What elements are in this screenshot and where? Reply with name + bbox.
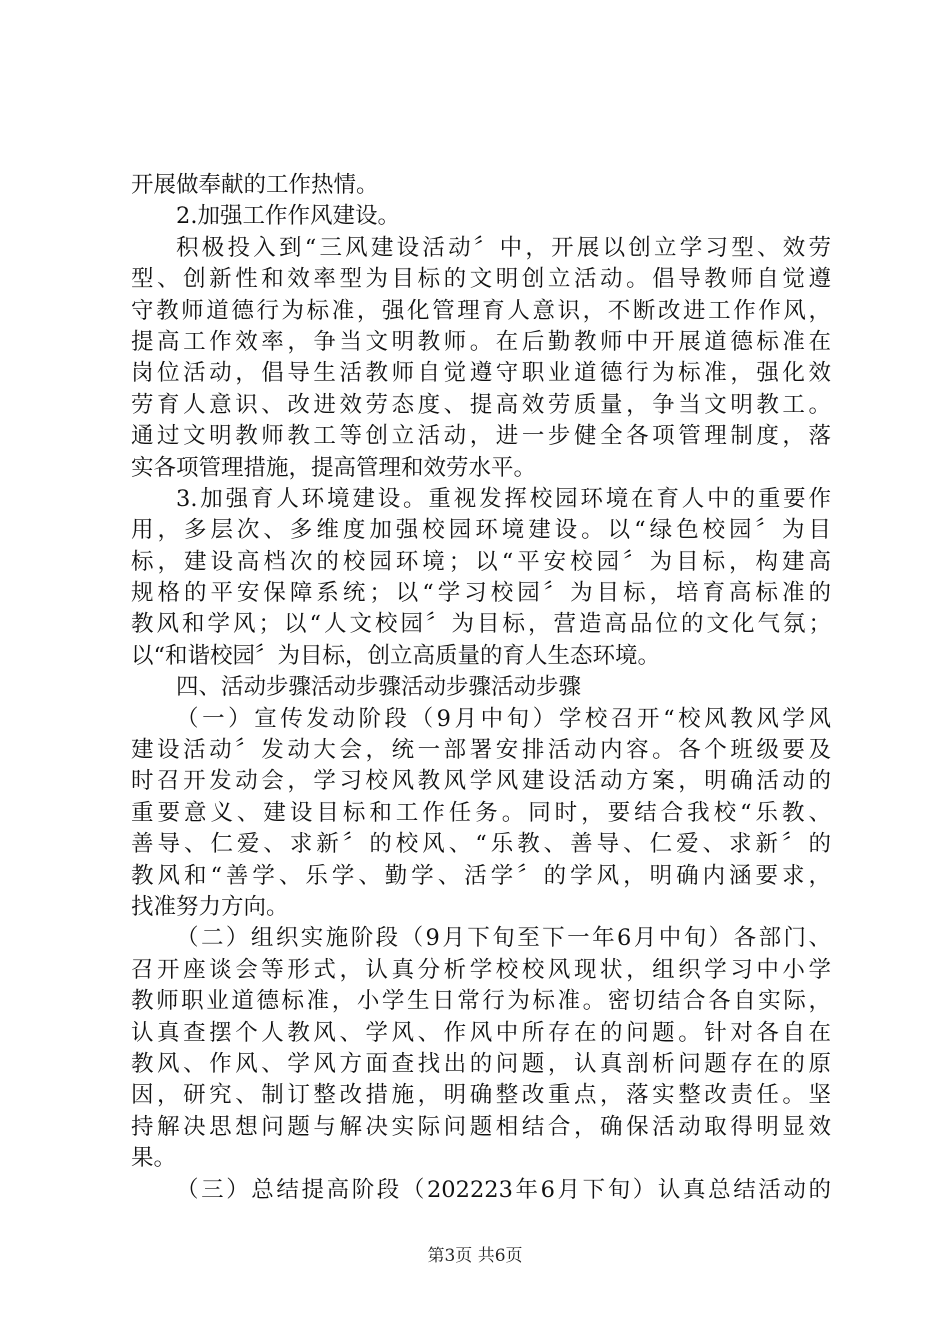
text-line: 重要意义、建设目标和工作任务。同时，要结合我校“乐教、 xyxy=(131,799,831,826)
text-line: 召开座谈会等形式，认真分析学校校风现状，组织学习中小学 xyxy=(131,956,831,983)
text-line: 教风、作风、学风方面查找出的问题，认真剖析问题存在的原 xyxy=(131,1050,831,1077)
text-line: 建设活动〞发动大会，统一部署安排活动内容。各个班级要及 xyxy=(131,737,831,764)
text-line: 教风和学风；以“人文校园〞为目标，营造高品位的文化气氛； xyxy=(131,611,831,638)
text-line: 因，研究、制订整改措施，明确整改重点，落实整改责任。坚 xyxy=(131,1082,831,1109)
text-line: 积极投入到“三风建设活动〞中，开展以创立学习型、效劳 xyxy=(176,234,831,261)
text-line: 善导、仁爱、求新〞的校风、“乐教、善导、仁爱、求新〞的 xyxy=(131,831,831,858)
text-line: （二）组织实施阶段（9月下旬至下一年6月中旬）各部门、 xyxy=(176,925,831,952)
text-line: 教风和“善学、乐学、勤学、活学〞的学风，明确内涵要求， xyxy=(131,862,831,889)
text-line: 提高工作效率，争当文明教师。在后勤教师中开展道德标准在 xyxy=(131,328,831,355)
text-line: 2.加强工作作风建设。 xyxy=(176,203,400,230)
text-line: 守教师道德行为标准，强化管理育人意识，不断改进工作作风， xyxy=(131,297,831,324)
text-line: 用，多层次、多维度加强校园环境建设。以“绿色校园〞为目 xyxy=(131,517,831,544)
text-line: 教师职业道德标准，小学生日常行为标准。密切结合各自实际， xyxy=(131,988,831,1015)
text-line: 标，建设高档次的校园环境；以“平安校园〞为目标，构建高 xyxy=(131,548,831,575)
text-line: （三）总结提高阶段（202223年6月下旬）认真总结活动的 xyxy=(176,1176,831,1203)
text-line: 开展做奉献的工作热情。 xyxy=(131,172,379,198)
section-heading: 四、活动步骤活动步骤活动步骤活动步骤 xyxy=(176,674,582,701)
text-line: 认真查摆个人教风、学风、作风中所存在的问题。针对各自在 xyxy=(131,1019,831,1046)
text-line: 通过文明教师教工等创立活动，进一步健全各项管理制度，落 xyxy=(131,423,831,450)
text-line: 果。 xyxy=(131,1145,177,1172)
text-line: 实各项管理措施，提高管理和效劳水平。 xyxy=(131,454,537,481)
text-line: 规格的平安保障系统；以“学习校园〞为目标，培育高标准的 xyxy=(131,580,831,607)
text-line: 劳育人意识、改进效劳态度、提高效劳质量，争当文明教工。 xyxy=(131,391,831,418)
text-line: 持解决思想问题与解决实际问题相结合，确保活动取得明显效 xyxy=(131,1113,831,1140)
text-line: 3.加强育人环境建设。重视发挥校园环境在育人中的重要作 xyxy=(176,485,831,512)
text-line: 以“和谐校园〞为目标，创立高质量的育人生态环境。 xyxy=(131,642,661,669)
text-line: 找准努力方向。 xyxy=(131,893,289,920)
text-line: 型、创新性和效率型为目标的文明创立活动。倡导教师自觉遵 xyxy=(131,266,831,293)
text-line: 岗位活动，倡导生活教师自觉遵守职业道德行为标准，强化效 xyxy=(131,360,831,387)
text-line: （一）宣传发动阶段（9月中旬）学校召开“校风教风学风 xyxy=(176,705,831,732)
document-body xyxy=(131,170,831,1206)
text-line: 时召开发动会，学习校风教风学风建设活动方案，明确活动的 xyxy=(131,768,831,795)
page-number: 第3页 共6页 xyxy=(427,1246,523,1266)
